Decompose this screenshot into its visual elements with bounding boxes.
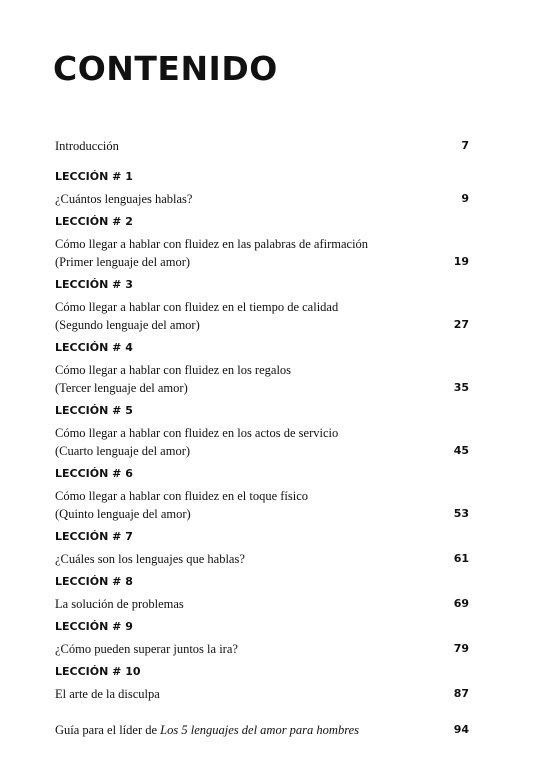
toc-lesson-5[interactable] xyxy=(55,404,469,460)
page-number: 87 xyxy=(453,687,469,700)
lesson-heading: LECCIÓN # 2 xyxy=(55,215,133,228)
lesson-title xyxy=(55,640,238,658)
page-number: 45 xyxy=(453,444,469,457)
lesson-heading: LECCIÓN # 7 xyxy=(55,530,133,543)
lesson-row xyxy=(55,685,469,703)
entry-title xyxy=(55,721,359,739)
lesson-title xyxy=(55,487,308,523)
lesson-title-line: Cómo llegar a hablar con fluidez en los regalos xyxy=(55,363,292,377)
page-title: CONTENIDO xyxy=(53,49,278,88)
lesson-row xyxy=(55,487,469,523)
page-number: 94 xyxy=(453,723,469,736)
lesson-heading: LECCIÓN # 3 xyxy=(55,278,133,291)
lesson-title xyxy=(55,595,184,613)
lesson-row xyxy=(55,298,469,334)
lesson-title xyxy=(55,190,192,208)
lesson-title-line: Cómo llegar a hablar con fluidez en el tiempo de calidad xyxy=(55,300,339,314)
lesson-title xyxy=(55,235,368,271)
lesson-row xyxy=(55,595,469,613)
page-number: 9 xyxy=(461,192,469,205)
lesson-title-line: ¿Cómo pueden superar juntos la ira? xyxy=(55,642,238,656)
toc-lesson-10[interactable] xyxy=(55,665,469,703)
lesson-list xyxy=(55,170,469,703)
page-number: 7 xyxy=(461,139,469,152)
lesson-title xyxy=(55,550,245,568)
book-title: Los 5 lenguajes del amor para hombres xyxy=(160,723,360,737)
lesson-heading: LECCIÓN # 10 xyxy=(55,665,141,678)
lesson-heading: LECCIÓN # 1 xyxy=(55,170,133,183)
lesson-title-line: El arte de la disculpa xyxy=(55,687,160,701)
toc-entry-leader-guide[interactable] xyxy=(55,721,469,739)
toc-entry-introduction[interactable] xyxy=(55,137,469,155)
page-number: 19 xyxy=(453,255,469,268)
lesson-subtitle-line: (Segundo lenguaje del amor) xyxy=(55,318,200,332)
lesson-title-line: ¿Cuántos lenguajes hablas? xyxy=(55,192,193,206)
toc-lesson-8[interactable] xyxy=(55,575,469,613)
lesson-heading: LECCIÓN # 4 xyxy=(55,341,133,354)
lesson-title xyxy=(55,298,338,334)
lesson-title-line: Cómo llegar a hablar con fluidez en los actos de servicio xyxy=(55,426,339,440)
lesson-row xyxy=(55,640,469,658)
lesson-row xyxy=(55,424,469,460)
guide-prefix: Guía para el líder de xyxy=(55,723,161,737)
lesson-row xyxy=(55,550,469,568)
lesson-row xyxy=(55,361,469,397)
page-number: 69 xyxy=(453,597,469,610)
lesson-row xyxy=(55,235,469,271)
lesson-title-line: ¿Cuáles son los lenguajes que hablas? xyxy=(55,552,245,566)
toc-lesson-4[interactable] xyxy=(55,341,469,397)
page-number: 35 xyxy=(453,381,469,394)
lesson-row xyxy=(55,190,469,208)
lesson-title xyxy=(55,685,160,703)
lesson-subtitle-line: (Primer lenguaje del amor) xyxy=(55,255,191,269)
page-number: 53 xyxy=(453,507,469,520)
page-number: 79 xyxy=(453,642,469,655)
lesson-title xyxy=(55,361,291,397)
lesson-heading: LECCIÓN # 8 xyxy=(55,575,133,588)
lesson-subtitle-line: (Tercer lenguaje del amor) xyxy=(55,381,188,395)
lesson-subtitle-line: (Cuarto lenguaje del amor) xyxy=(55,444,191,458)
toc-lesson-6[interactable] xyxy=(55,467,469,523)
lesson-heading: LECCIÓN # 6 xyxy=(55,467,133,480)
toc-lesson-2[interactable] xyxy=(55,215,469,271)
lesson-title-line: Cómo llegar a hablar con fluidez en las palabras de afirmación xyxy=(55,237,369,251)
lesson-subtitle-line: (Quinto lenguaje del amor) xyxy=(55,507,191,521)
toc-lesson-9[interactable] xyxy=(55,620,469,658)
lesson-heading: LECCIÓN # 5 xyxy=(55,404,133,417)
page-number: 61 xyxy=(453,552,469,565)
page-number: 27 xyxy=(453,318,469,331)
lesson-title-line: Cómo llegar a hablar con fluidez en el toque físico xyxy=(55,489,309,503)
lesson-title-line: La solución de problemas xyxy=(55,597,184,611)
entry-title: Introducción xyxy=(55,139,119,153)
table-of-contents xyxy=(55,137,469,739)
toc-lesson-1[interactable] xyxy=(55,170,469,208)
lesson-title xyxy=(55,424,338,460)
toc-lesson-3[interactable] xyxy=(55,278,469,334)
lesson-heading: LECCIÓN # 9 xyxy=(55,620,133,633)
toc-lesson-7[interactable] xyxy=(55,530,469,568)
